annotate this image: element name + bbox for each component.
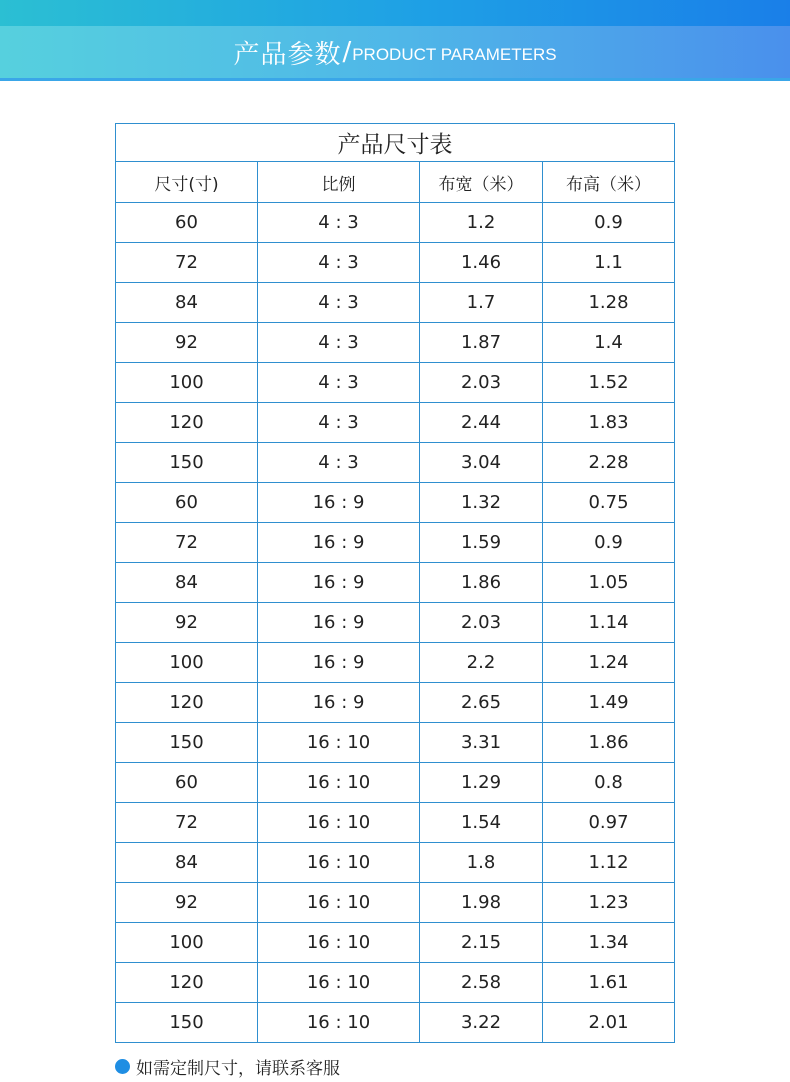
- cell-size: 150: [116, 1003, 258, 1043]
- table-row: [116, 203, 675, 243]
- section-header: [0, 26, 790, 78]
- table-body: [116, 203, 675, 1043]
- cell-height: 1.86: [543, 723, 675, 763]
- table-title-row: [116, 124, 675, 162]
- cell-ratio: 16 : 9: [258, 683, 420, 723]
- table-row: [116, 843, 675, 883]
- cell-height: 1.49: [543, 683, 675, 723]
- cell-ratio: 16 : 10: [258, 763, 420, 803]
- column-header-width: 布宽（米）: [420, 162, 543, 203]
- table-row: [116, 403, 675, 443]
- table-row: [116, 563, 675, 603]
- product-size-table: [115, 123, 675, 1043]
- cell-size: 84: [116, 283, 258, 323]
- cell-height: 1.05: [543, 563, 675, 603]
- cell-size: 60: [116, 203, 258, 243]
- table-row: [116, 923, 675, 963]
- cell-size: 72: [116, 243, 258, 283]
- cell-ratio: 16 : 10: [258, 923, 420, 963]
- cell-size: 60: [116, 763, 258, 803]
- cell-size: 120: [116, 683, 258, 723]
- cell-height: 1.34: [543, 923, 675, 963]
- cell-height: 1.23: [543, 883, 675, 923]
- cell-height: 1.24: [543, 643, 675, 683]
- table-row: [116, 523, 675, 563]
- cell-ratio: 4 : 3: [258, 203, 420, 243]
- cell-height: 1.1: [543, 243, 675, 283]
- column-header-size: 尺寸(寸): [116, 162, 258, 203]
- cell-ratio: 4 : 3: [258, 443, 420, 483]
- cell-ratio: 16 : 9: [258, 563, 420, 603]
- cell-height: 0.8: [543, 763, 675, 803]
- cell-ratio: 4 : 3: [258, 363, 420, 403]
- table-header-row: [116, 162, 675, 203]
- cell-size: 150: [116, 723, 258, 763]
- cell-width: 3.31: [420, 723, 543, 763]
- table-row: [116, 283, 675, 323]
- table-title: 产品尺寸表: [116, 124, 675, 162]
- cell-width: 1.46: [420, 243, 543, 283]
- cell-ratio: 16 : 9: [258, 483, 420, 523]
- cell-ratio: 16 : 9: [258, 643, 420, 683]
- cell-size: 84: [116, 843, 258, 883]
- table-row: [116, 803, 675, 843]
- cell-width: 3.04: [420, 443, 543, 483]
- cell-width: 1.87: [420, 323, 543, 363]
- table-row: [116, 963, 675, 1003]
- cell-height: 0.97: [543, 803, 675, 843]
- cell-height: 1.28: [543, 283, 675, 323]
- note-text: 如需定制尺寸，请联系客服: [136, 1059, 340, 1079]
- table-row: [116, 603, 675, 643]
- cell-ratio: 16 : 10: [258, 723, 420, 763]
- cell-size: 120: [116, 963, 258, 1003]
- cell-size: 84: [116, 563, 258, 603]
- cell-width: 3.22: [420, 1003, 543, 1043]
- cell-height: 2.28: [543, 443, 675, 483]
- cell-width: 1.2: [420, 203, 543, 243]
- cell-width: 2.65: [420, 683, 543, 723]
- table-row: [116, 1003, 675, 1043]
- cell-width: 1.86: [420, 563, 543, 603]
- section-title-separator: /: [342, 37, 352, 67]
- cell-ratio: 16 : 9: [258, 523, 420, 563]
- cell-ratio: 16 : 10: [258, 803, 420, 843]
- table-row: [116, 723, 675, 763]
- cell-ratio: 16 : 10: [258, 883, 420, 923]
- column-header-height: 布高（米）: [543, 162, 675, 203]
- cell-height: 1.4: [543, 323, 675, 363]
- cell-size: 100: [116, 923, 258, 963]
- cell-width: 1.29: [420, 763, 543, 803]
- cell-ratio: 4 : 3: [258, 403, 420, 443]
- cell-width: 2.15: [420, 923, 543, 963]
- custom-size-note: [115, 1054, 340, 1079]
- cell-height: 0.75: [543, 483, 675, 523]
- cell-width: 1.32: [420, 483, 543, 523]
- cell-height: 1.14: [543, 603, 675, 643]
- column-header-ratio: 比例: [258, 162, 420, 203]
- cell-size: 72: [116, 803, 258, 843]
- cell-size: 92: [116, 883, 258, 923]
- section-title-en: PRODUCT PARAMETERS: [352, 45, 557, 64]
- cell-width: 2.03: [420, 363, 543, 403]
- table-row: [116, 323, 675, 363]
- table-row: [116, 483, 675, 523]
- cell-size: 100: [116, 363, 258, 403]
- cell-width: 1.59: [420, 523, 543, 563]
- cell-ratio: 4 : 3: [258, 243, 420, 283]
- cell-size: 150: [116, 443, 258, 483]
- cell-ratio: 16 : 10: [258, 843, 420, 883]
- table-row: [116, 443, 675, 483]
- cell-height: 1.12: [543, 843, 675, 883]
- cell-width: 1.8: [420, 843, 543, 883]
- cell-size: 72: [116, 523, 258, 563]
- table-row: [116, 243, 675, 283]
- cell-size: 120: [116, 403, 258, 443]
- cell-width: 1.54: [420, 803, 543, 843]
- table-row: [116, 643, 675, 683]
- table-row: [116, 763, 675, 803]
- cell-size: 60: [116, 483, 258, 523]
- cell-height: 2.01: [543, 1003, 675, 1043]
- header-divider: [0, 78, 790, 81]
- section-title-cn: 产品参数: [233, 39, 342, 70]
- table-row: [116, 683, 675, 723]
- cell-width: 2.03: [420, 603, 543, 643]
- cell-width: 1.98: [420, 883, 543, 923]
- cell-width: 2.2: [420, 643, 543, 683]
- cell-height: 0.9: [543, 203, 675, 243]
- cell-width: 1.7: [420, 283, 543, 323]
- cell-width: 2.58: [420, 963, 543, 1003]
- cell-height: 1.61: [543, 963, 675, 1003]
- table-row: [116, 883, 675, 923]
- cell-size: 92: [116, 323, 258, 363]
- table-row: [116, 363, 675, 403]
- bullet-dot-icon: [115, 1059, 130, 1074]
- cell-height: 1.83: [543, 403, 675, 443]
- cell-ratio: 4 : 3: [258, 323, 420, 363]
- cell-height: 0.9: [543, 523, 675, 563]
- header-top-strip: [0, 0, 790, 26]
- cell-ratio: 4 : 3: [258, 283, 420, 323]
- cell-size: 100: [116, 643, 258, 683]
- cell-height: 1.52: [543, 363, 675, 403]
- cell-width: 2.44: [420, 403, 543, 443]
- cell-ratio: 16 : 10: [258, 963, 420, 1003]
- cell-ratio: 16 : 9: [258, 603, 420, 643]
- cell-ratio: 16 : 10: [258, 1003, 420, 1043]
- cell-size: 92: [116, 603, 258, 643]
